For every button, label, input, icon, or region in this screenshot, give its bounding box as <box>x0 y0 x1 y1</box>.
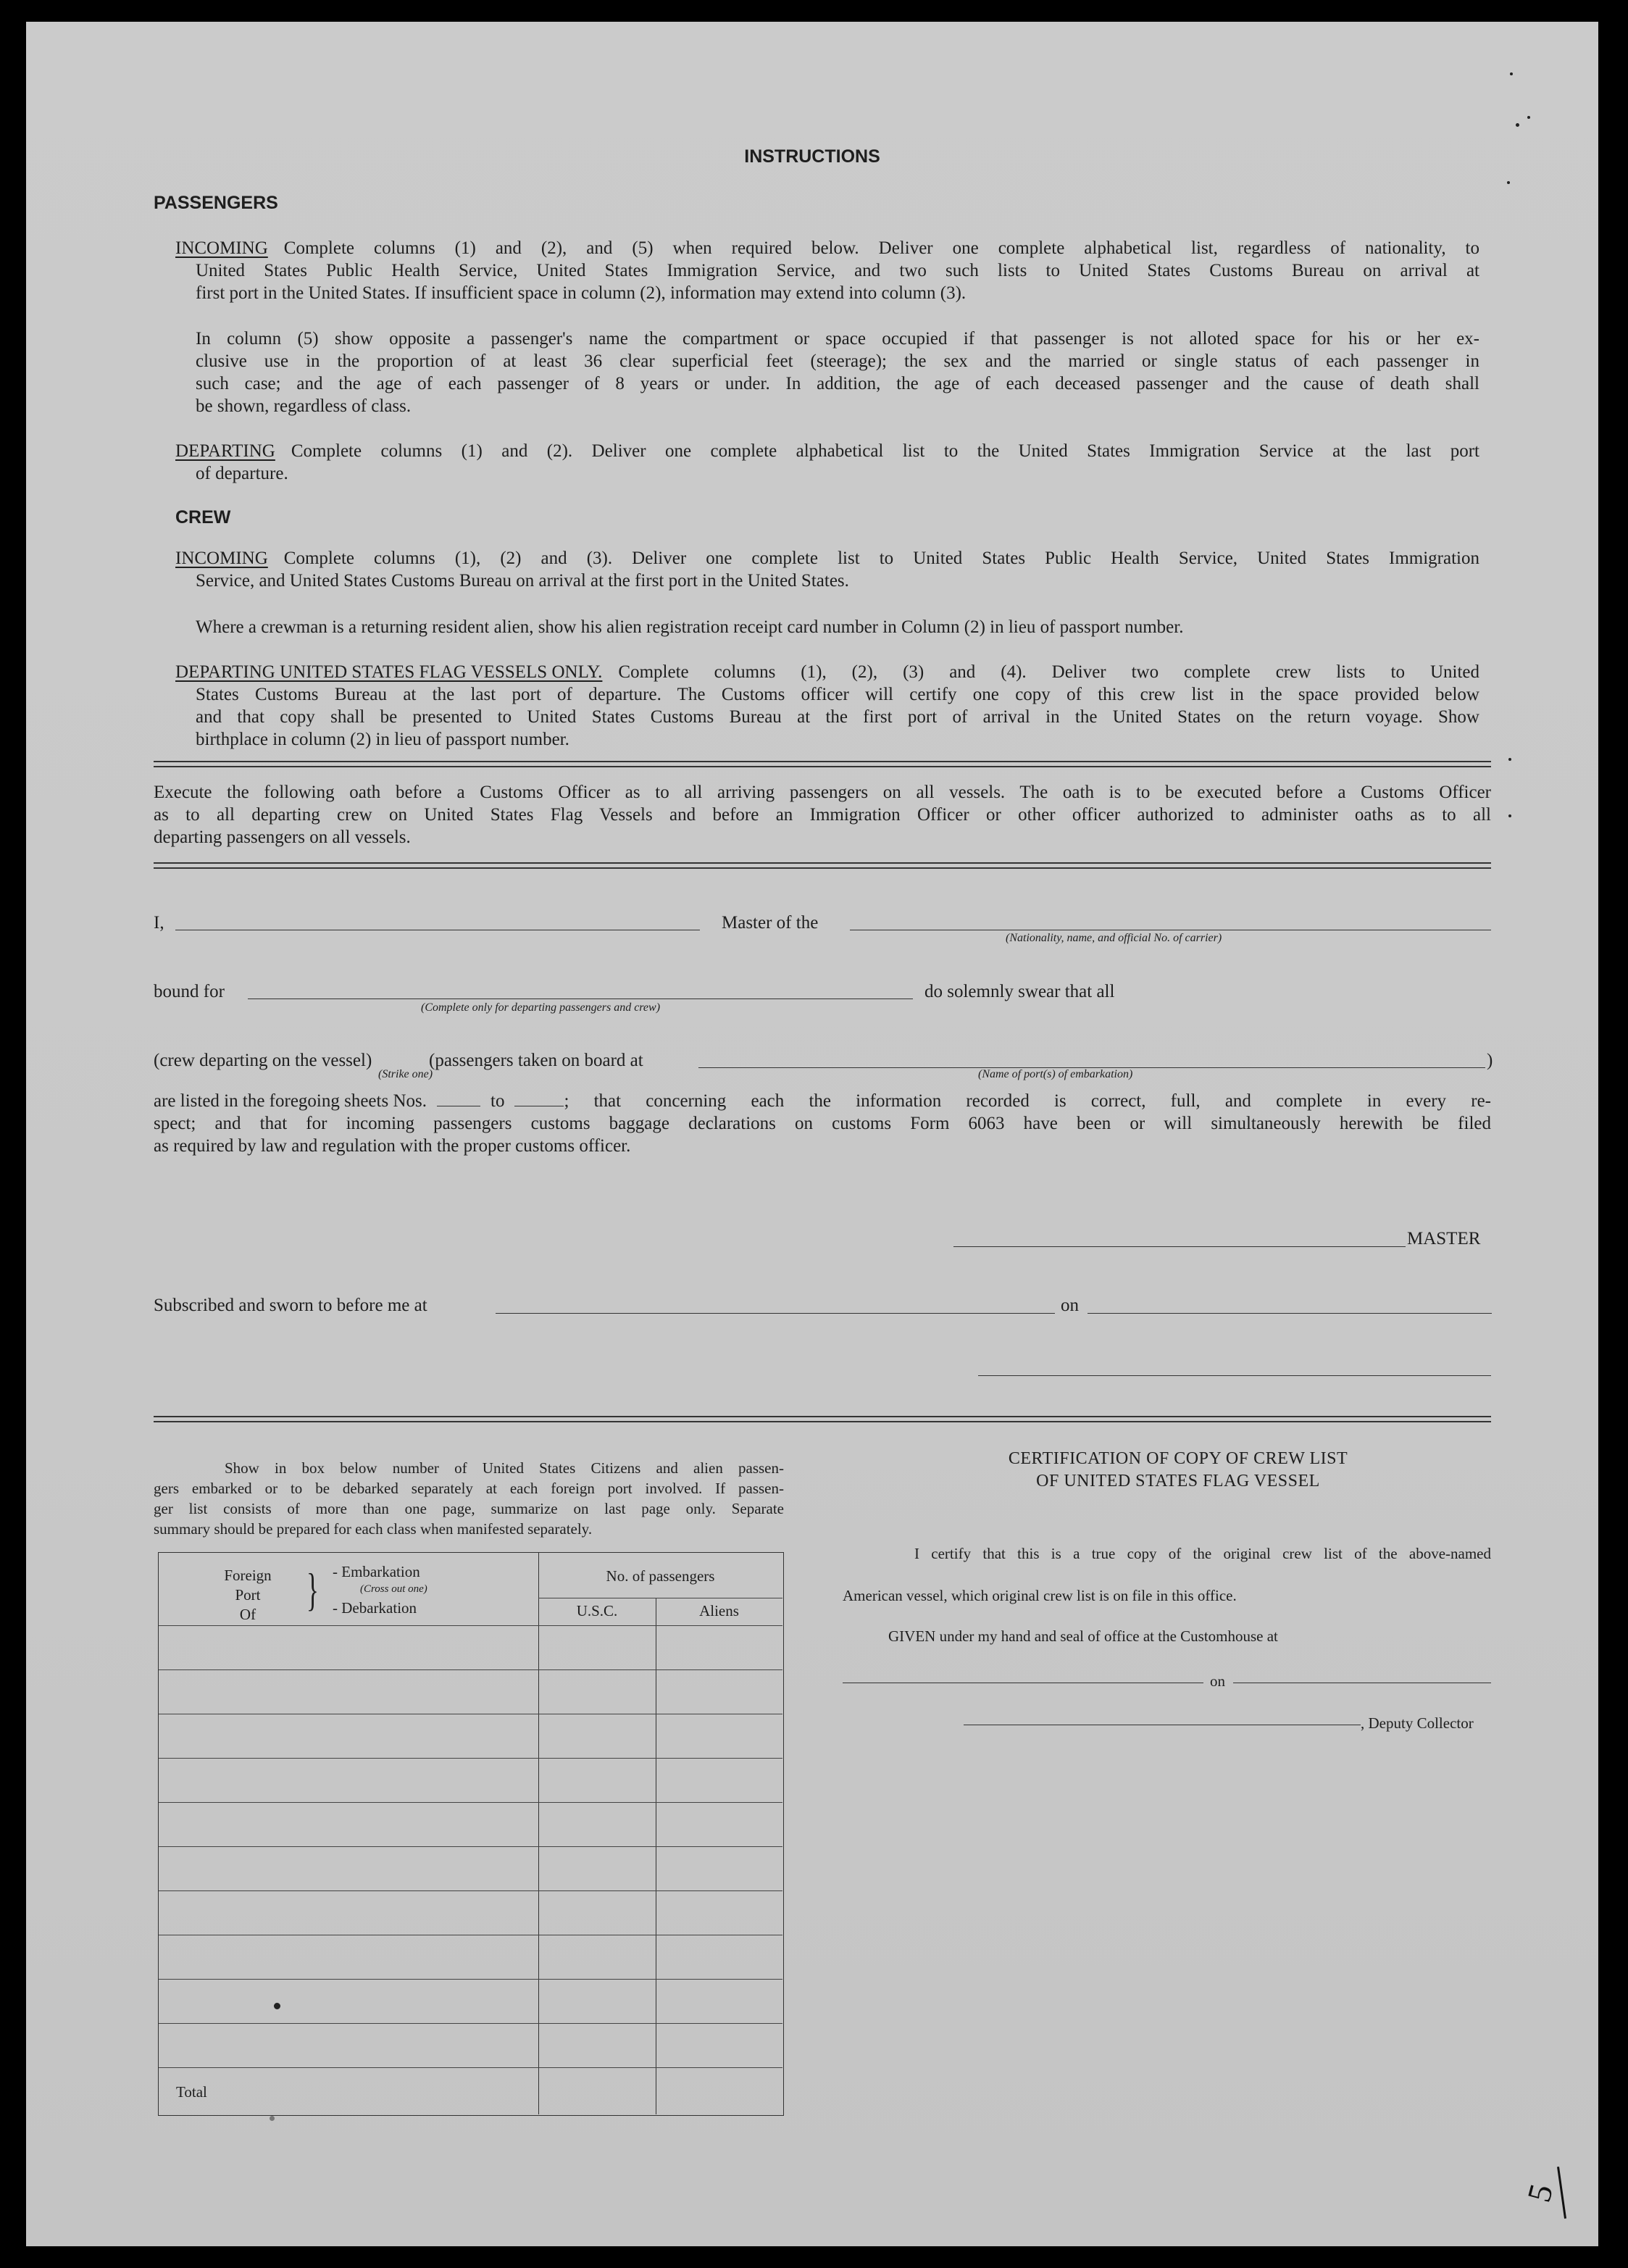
table-header-bottom <box>159 1625 782 1626</box>
master-label: MASTER <box>1407 1229 1481 1248</box>
crew-departing-line-3: and that copy shall be presented to United States Customs Bureau at the first port of arrival in the United States on the return voyage. Show <box>196 707 1479 727</box>
passengers-incoming <box>175 237 1479 304</box>
summary-note-line-1: Show in box below number of United States Citizens and alien passen- <box>225 1459 784 1477</box>
subscribed-place-line[interactable] <box>496 1313 1055 1314</box>
ports-caption: (Name of port(s) of embarkation) <box>978 1068 1133 1080</box>
scan-speck <box>270 2116 275 2121</box>
embarkation-label[interactable]: - Embarkation <box>333 1563 420 1580</box>
summary-note-line-2: gers embarked or to be debarked separately at each foreign port involved. If passen- <box>154 1480 784 1497</box>
crew-heading: CREW <box>175 507 231 528</box>
scan-speck <box>274 2003 280 2009</box>
table-row-line[interactable] <box>159 2067 782 2068</box>
sheets-from-line[interactable] <box>437 1090 480 1106</box>
scan-speck <box>1510 72 1513 75</box>
certify-line-1: I certify that this is a true copy of the original crew list of the above-named <box>914 1545 1491 1562</box>
table-row-line[interactable] <box>159 1979 782 1980</box>
oath-intro-line-2: as to all departing crew on United States Flag Vessels and before an Immigration Officer or other officer authorized to administer oaths as to all <box>154 805 1491 825</box>
table-row-line[interactable] <box>159 1890 782 1891</box>
listed-line-2: spect; and that for incoming passengers customs baggage declarations on customs Form 6063 have been or will simultaneously herewith be filed <box>154 1114 1491 1133</box>
oath-statement <box>154 1090 1491 1157</box>
certification-title-1: CERTIFICATION OF COPY OF CREW LIST <box>1008 1449 1348 1468</box>
aliens-header: Aliens <box>699 1602 739 1619</box>
table-row-line[interactable] <box>159 1802 782 1803</box>
usc-header: U.S.C. <box>576 1602 618 1619</box>
table-row-line[interactable] <box>159 1758 782 1759</box>
departing-line-2: of departure. <box>196 464 288 483</box>
scan-speck <box>1508 814 1511 817</box>
col-port-label: Port <box>235 1586 261 1604</box>
certification-title-2: OF UNITED STATES FLAG VESSEL <box>1036 1472 1320 1491</box>
subscribed-label: Subscribed and sworn to before me at <box>154 1296 427 1315</box>
column5-line-2: clusive use in the proportion of at least 36 clear superficial feet (steerage); the sex and the married or single status of each passenger in <box>196 351 1479 371</box>
crew-incoming-line-2: Service, and United States Customs Bureau on arrival at the first port in the United States. <box>196 571 849 591</box>
crew-incoming-line-1: Complete columns (1), (2) and (3). Deliver one complete list to United States Public Health Service, United States Immigration <box>283 549 1479 568</box>
table-row-line[interactable] <box>159 1669 782 1670</box>
certification-title <box>867 1448 1490 1493</box>
crew-departing-label: DEPARTING UNITED STATES FLAG VESSELS ONLY. <box>175 662 603 682</box>
certification-on-label: on <box>1210 1672 1225 1690</box>
crew-departing-line-4: birthplace in column (2) in lieu of passport number. <box>196 730 569 749</box>
officer-signature-line[interactable] <box>978 1375 1491 1376</box>
col-foreign-port <box>202 1566 293 1625</box>
oath-intro <box>154 781 1491 849</box>
master-signature-line[interactable] <box>953 1246 1406 1247</box>
col-foreign-label: Foreign <box>224 1567 272 1584</box>
departing-label: DEPARTING <box>175 441 275 461</box>
master-of-the-label: Master of the <box>722 913 819 933</box>
crew-departing-line-2: States Customs Bureau at the last port of departure. The Customs officer will certify one copy of this crew list in the space provided below <box>196 685 1479 704</box>
given-text: GIVEN under my hand and seal of office at the Customhouse at <box>888 1627 1278 1645</box>
passengers-taken-option[interactable]: (passengers taken on board at <box>429 1051 643 1070</box>
summary-note <box>154 1458 784 1539</box>
passengers-heading: PASSENGERS <box>154 193 278 213</box>
listed-a: are listed in the foregoing sheets Nos. <box>154 1091 427 1111</box>
bound-caption: (Complete only for departing passengers and crew) <box>421 1001 661 1014</box>
passengers-departing <box>175 440 1479 485</box>
certify-line-2: American vessel, which original crew list is on file in this office. <box>843 1587 1237 1604</box>
carrier-caption: (Nationality, name, and official No. of carrier) <box>1006 932 1222 944</box>
column5-line-4: be shown, regardless of class. <box>196 396 412 416</box>
oath-intro-line-3: departing passengers on all vessels. <box>154 827 411 847</box>
sheets-to-line[interactable] <box>514 1090 564 1106</box>
scan-speck <box>1516 123 1519 127</box>
no-of-passengers-header: No. of passengers <box>606 1567 715 1585</box>
subscribed-on-label: on <box>1061 1296 1079 1315</box>
resident-alien-text: Where a crewman is a returning resident alien, show his alien registration receipt card number in Column (2) in lieu of passport number. <box>196 617 1184 637</box>
section-divider <box>154 761 1491 767</box>
oath-intro-line-1: Execute the following oath before a Customs Officer as to all arriving passengers on all vessels. The oath is to be executed before a Customs Officer <box>154 783 1491 802</box>
listed-line-3: as required by law and regulation with the proper customs officer. <box>154 1136 631 1156</box>
instructions-heading: INSTRUCTIONS <box>744 146 880 167</box>
summary-note-line-4: summary should be prepared for each class when manifested separately. <box>154 1520 593 1538</box>
listed-to: to <box>491 1091 505 1111</box>
bound-for-line[interactable] <box>248 998 913 999</box>
column5-line-3: such case; and the age of each passenger of 8 years or under. In addition, the age of each deceased passenger and the cause of death shall <box>196 374 1479 393</box>
form-page <box>26 22 1598 2246</box>
subscribed-date-line[interactable] <box>1088 1313 1492 1314</box>
crew-departing-option[interactable]: (crew departing on the vessel) <box>154 1051 372 1070</box>
strike-one-caption: (Strike one) <box>378 1068 433 1080</box>
scan-speck <box>1507 181 1510 184</box>
crew-incoming <box>175 547 1479 592</box>
incoming-label: INCOMING <box>175 238 268 258</box>
col-of-label: Of <box>239 1606 256 1623</box>
debarkation-label[interactable]: - Debarkation <box>333 1599 417 1617</box>
close-paren: ) <box>1487 1051 1493 1070</box>
deputy-collector-label: , Deputy Collector <box>1361 1714 1474 1732</box>
listed-b: ; that concerning each the information recorded is correct, full, and complete in every re- <box>564 1091 1491 1111</box>
crew-incoming-label: INCOMING <box>175 549 268 568</box>
summary-note-line-3: ger list consists of more than one page, summarize on last page only. Separate <box>154 1500 784 1517</box>
total-label: Total <box>176 2083 207 2101</box>
margin-mark: 5 <box>1519 2180 1561 2206</box>
scan-speck <box>1508 758 1511 761</box>
incoming-line-2: United States Public Health Service, United States Immigration Service, and two such lists to United States Customs Bureau on arrival at <box>196 261 1479 280</box>
swear-text: do solemnly swear that all <box>924 982 1115 1001</box>
table-row-line[interactable] <box>159 1846 782 1847</box>
oath-i-label: I, <box>154 913 164 933</box>
column5-paragraph <box>196 328 1479 417</box>
cross-out-caption: (Cross out one) <box>360 1583 427 1595</box>
incoming-line-3: first port in the United States. If insufficient space in column (2), information may extend into column (3). <box>196 283 967 303</box>
table-col-divider <box>538 1553 539 2114</box>
section-divider <box>154 862 1491 869</box>
table-row-line[interactable] <box>159 2023 782 2024</box>
column5-line-1: In column (5) show opposite a passenger's name the compartment or space occupied if that passenger is not alloted space for his or her ex- <box>196 329 1479 349</box>
scan-speck <box>1527 116 1530 119</box>
section-divider <box>154 1416 1491 1422</box>
crew-departing <box>175 661 1479 751</box>
incoming-line-1: Complete columns (1) and (2), and (5) when required below. Deliver one complete alphabetical list, regardless of nationality, to <box>283 238 1479 258</box>
brace-icon: } <box>306 1564 319 1615</box>
departing-line-1: Complete columns (1) and (2). Deliver one complete alphabetical list to the United States Immigration Service at the last port <box>291 441 1479 461</box>
bound-for-label: bound for <box>154 982 225 1001</box>
crew-departing-line-1: Complete columns (1), (2), (3) and (4). Deliver two complete crew lists to United <box>618 662 1479 682</box>
passenger-summary-table <box>158 1552 784 2116</box>
